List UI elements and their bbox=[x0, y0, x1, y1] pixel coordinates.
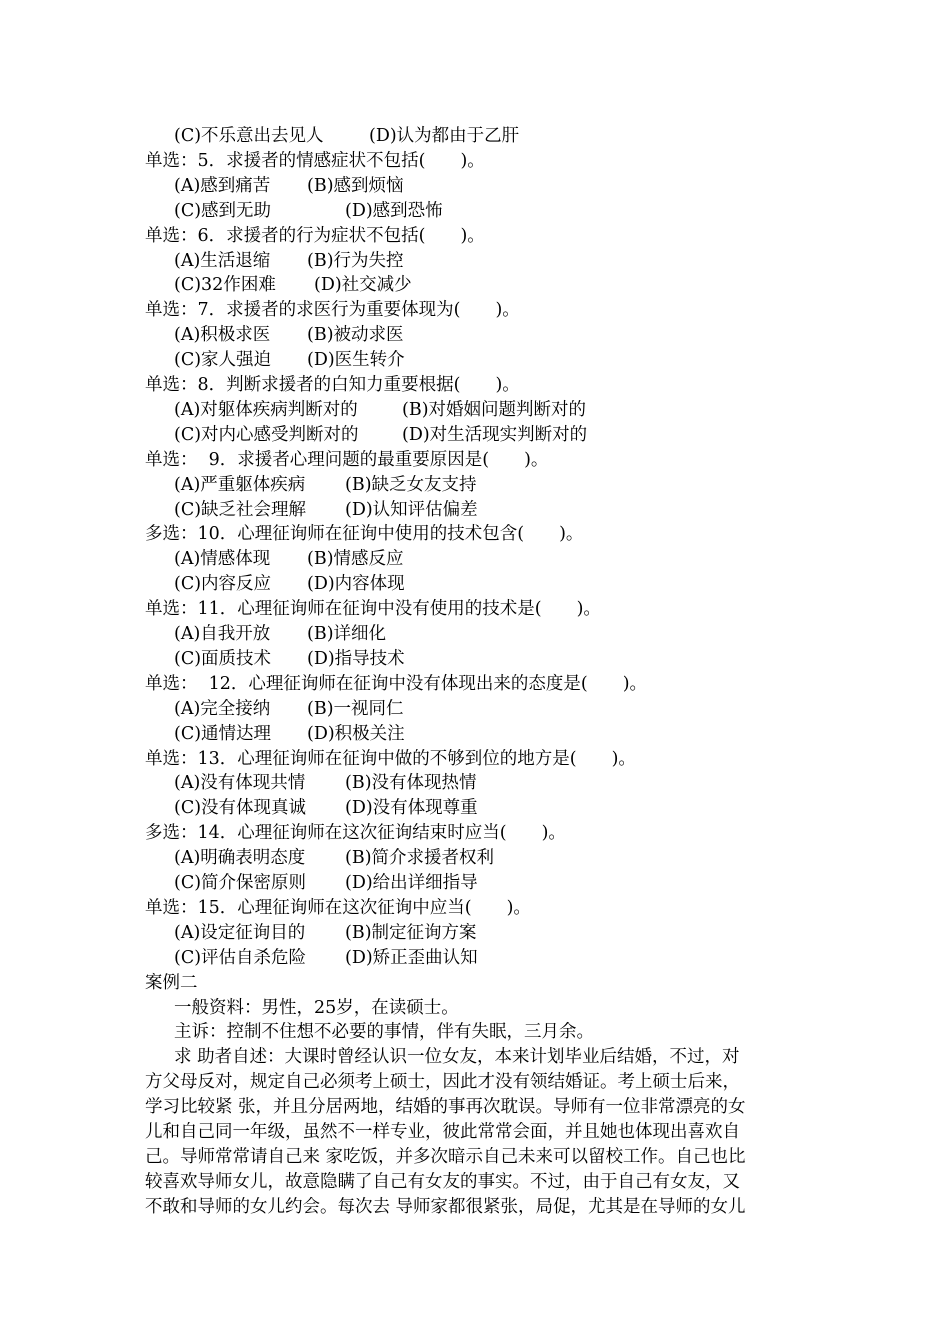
option-line bbox=[174, 871, 478, 895]
option-line bbox=[174, 846, 495, 870]
option-left: (A)自我开放 bbox=[174, 624, 271, 644]
paragraph-line: 较喜欢导师女儿，故意隐瞒了自己有女友的事实。不过，由于自己有女友，又 bbox=[145, 1171, 740, 1192]
option-right: (D)认为都由于乙肝 bbox=[369, 126, 520, 146]
option-right: (D)感到恐怖 bbox=[345, 200, 443, 221]
option-left: (A)完全接纳 bbox=[174, 698, 271, 719]
question-stem: 单选：13．心理征询师在征询中做的不够到位的地方是( )。 bbox=[145, 748, 636, 769]
option-line bbox=[174, 572, 405, 596]
option-line bbox=[174, 348, 405, 372]
question-stem: 多选：14．心理征询师在这次征询结束时应当( )。 bbox=[145, 823, 566, 844]
option-left: (A)情感体现 bbox=[174, 549, 271, 570]
option-left: (C)内容反应 bbox=[174, 574, 272, 595]
option-right: (D)积极关注 bbox=[307, 723, 405, 744]
question-stem: 单选： 9．求援者心理问题的最重要原因是( )。 bbox=[145, 449, 549, 470]
paragraph-line: 不敢和导师的女儿约会。每次去 导师家都很紧张，局促，尤其是在导师的女儿 bbox=[145, 1196, 746, 1217]
option-right: (B)情感反应 bbox=[307, 549, 404, 570]
option-line bbox=[174, 622, 387, 646]
option-line bbox=[174, 473, 477, 497]
option-right: (B)一视同仁 bbox=[307, 698, 404, 719]
option-line bbox=[174, 946, 478, 970]
option-left: (A)感到痛苦 bbox=[174, 175, 271, 196]
option-right: (D)社交减少 bbox=[314, 275, 412, 296]
paragraph-line: 己。导师常常请自己来 家吃饭，并多次暗示自己未来可以留校工作。自己也比 bbox=[145, 1146, 746, 1167]
question-stem: 单选： 12．心理征询师在征询中没有体现出来的态度是( )。 bbox=[145, 673, 648, 694]
option-line bbox=[174, 921, 477, 945]
question-stem: 单选：5．求援者的情感症状不包括( )。 bbox=[145, 150, 485, 171]
option-right: (D)内容体现 bbox=[307, 574, 405, 595]
option-left: (C)评估自杀危险 bbox=[174, 947, 307, 968]
question-stem: 单选：15．心理征询师在这次征询中应当( )。 bbox=[145, 897, 531, 918]
option-line bbox=[174, 398, 587, 422]
option-right: (B)缺乏女友支持 bbox=[345, 474, 477, 495]
option-right: (B)感到烦恼 bbox=[307, 175, 404, 196]
option-left: (C)没有体现真诚 bbox=[174, 798, 307, 819]
option-line bbox=[174, 323, 404, 347]
option-right: (B)制定征询方案 bbox=[345, 922, 477, 943]
paragraph-first-line: 一般资料：男性，25岁，在读硕士。 bbox=[174, 997, 459, 1018]
option-right: (B)对婚姻问题判断对的 bbox=[402, 399, 587, 420]
paragraph-first-line: 求 助者自述：大课时曾经认识一位女友，本来计划毕业后结婚，不过，对 bbox=[174, 1047, 740, 1068]
paragraph-first-line: 主诉：控制不住想不必要的事情，伴有失眠，三月余。 bbox=[174, 1022, 594, 1043]
paragraph-line: 儿和自己同一年级，虽然不一样专业，彼此常常会面，并且她也体现出喜欢自 bbox=[145, 1122, 740, 1142]
case-heading: 案例二 bbox=[145, 972, 198, 993]
option-right: (B)简介求援者权利 bbox=[345, 848, 495, 869]
option-line bbox=[174, 273, 412, 297]
option-right: (D)对生活现实判断对的 bbox=[402, 424, 588, 445]
option-right: (B)详细化 bbox=[307, 624, 387, 644]
option-line bbox=[174, 199, 443, 223]
option-right: (D)没有体现尊重 bbox=[345, 798, 478, 819]
option-right: (B)行为失控 bbox=[307, 250, 404, 271]
option-line bbox=[174, 249, 404, 273]
option-right: (D)指导技术 bbox=[307, 648, 405, 669]
option-left: (C)面质技术 bbox=[174, 648, 272, 669]
option-right: (B)被动求医 bbox=[307, 325, 404, 346]
option-line bbox=[174, 647, 405, 671]
option-line bbox=[174, 796, 478, 820]
option-line bbox=[174, 498, 478, 522]
paragraph-line: 方父母反对，规定自己必须考上硕士，因此才没有领结婚证。考上硕士后来， bbox=[145, 1072, 740, 1093]
option-left: (C)简介保密原则 bbox=[174, 873, 307, 893]
option-line bbox=[174, 722, 405, 746]
question-stem: 多选：10．心理征询师在征询中使用的技术包含( )。 bbox=[145, 524, 584, 545]
option-left: (A)没有体现共情 bbox=[174, 773, 306, 794]
question-stem: 单选：7．求援者的求医行为重要体现为( )。 bbox=[145, 300, 520, 321]
option-line bbox=[174, 547, 404, 571]
option-left: (A)生活退缩 bbox=[174, 250, 271, 271]
option-right: (D)医生转介 bbox=[307, 350, 405, 371]
option-left: (A)明确表明态度 bbox=[174, 848, 306, 869]
question-stem: 单选：8．判断求援者的白知力重要根据( )。 bbox=[145, 375, 520, 395]
option-line bbox=[174, 174, 404, 198]
option-left: (C)32作困难 bbox=[174, 275, 276, 296]
option-line bbox=[174, 423, 588, 447]
option-left: (C)不乐意出去见人 bbox=[174, 126, 324, 146]
option-right: (D)认知评估偏差 bbox=[345, 499, 478, 520]
option-right: (B)没有体现热情 bbox=[345, 773, 477, 794]
paragraph-line: 学习比较紧 张，并且分居两地，结婚的事再次耽误。导师有一位非常漂亮的女 bbox=[145, 1097, 746, 1118]
option-left: (C)通情达理 bbox=[174, 723, 272, 744]
question-stem: 单选：6．求援者的行为症状不包括( )。 bbox=[145, 225, 485, 246]
option-line bbox=[174, 697, 404, 721]
option-left: (A)设定征询目的 bbox=[174, 922, 306, 943]
option-left: (C)缺乏社会理解 bbox=[174, 499, 307, 520]
option-left: (A)积极求医 bbox=[174, 325, 271, 346]
option-left: (C)感到无助 bbox=[174, 200, 272, 221]
option-left: (C)家人强迫 bbox=[174, 350, 272, 371]
option-line bbox=[174, 771, 477, 795]
option-right: (D)矫正歪曲认知 bbox=[345, 947, 478, 968]
option-left: (A)严重躯体疾病 bbox=[174, 474, 306, 495]
option-line bbox=[174, 124, 520, 148]
option-left: (A)对躯体疾病判断对的 bbox=[174, 399, 358, 420]
question-stem: 单选：11．心理征询师在征询中没有使用的技术是( )。 bbox=[145, 599, 601, 620]
option-left: (C)对内心感受判断对的 bbox=[174, 424, 359, 445]
option-right: (D)给出详细指导 bbox=[345, 873, 478, 893]
